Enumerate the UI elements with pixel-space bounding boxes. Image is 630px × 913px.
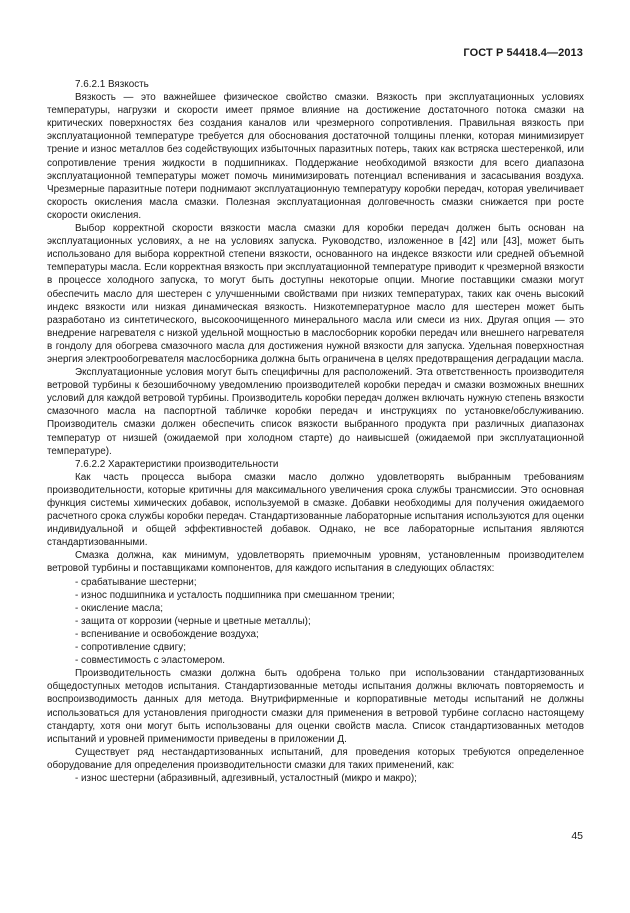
paragraph: Выбор корректной скорости вязкости масла смазки для коробки передач должен быть основан на эксплуатационных условиях, а не на условиях запуска. Руководство, изложенное в [42] или [43], может быть использовано для выбора корректной степени вязкости, основанного на индексе вязкости или средней объемной температуры масла. Если корректная вязкость при эксплуатационной температуре приводит к чрезмерной вязкости в процессе холодного запуска, то могут быть доступны некоторые опции. Многие поставщики смазки могут обеспечить масло для шестерен с улучшенными свойствами при низких температурах, таких как очень высокий индекс вязкости или низкая динамическая вязкость. Низкотемпературное масло для шестерен может быть разработано из синтетического, высокоочищенного минерального масла или смеси из них. Другая опция — это внедрение нагревателя с низкой удельной мощностью в маслосборник коробки передач или внешнего нагревателя в гондолу для обогрева смазочного масла для достижения нужной вязкости для запуска. Удельная поверхностная энергия электрообогревателя маслосборника должна быть ограничена в целях предотвращения деградации масла.	[47, 223, 584, 365]
list-item: - срабатывание шестерни;	[75, 576, 197, 588]
list-item: - износ шестерни (абразивный, адгезивный, усталостный (микро и макро);	[75, 772, 417, 784]
paragraph: Смазка должна, как минимум, удовлетворять приемочным уровням, установленным производителем ветровой турбины и поставщиками компонентов, для каждого испытания в следующих областях:	[47, 550, 584, 575]
paragraph: Эксплуатационные условия могут быть специфичны для расположений. Эта ответственность производителя ветровой турбины к безошибочному уведомлению производителей коробки передач и смазки возможных внешних условий для каждой ветровой турбины. Производитель коробки передач должен включать нужную степень вязкости смазочного масла на паспортной табличке коробки передач и инструкциях по установке/обслуживанию. Производитель смазки должен обеспечить список вязкости выбранного продукта при различных диапазонах температур от низшей (ожидаемой при холодном старте) до наивысшей (ожидаемой при эксплуатационной температуре).	[47, 367, 584, 457]
list-item: - окисление масла;	[75, 602, 163, 614]
paragraph: Существует ряд нестандартизованных испытаний, для проведения которых требуются определенное оборудование для определения производительности смазки для таких применений, как:	[47, 746, 584, 771]
document-id-header: ГОСТ Р 54418.4—2013	[463, 47, 583, 59]
paragraph: Как часть процесса выбора смазки масло должно удовлетворять выбранным требованиям производительности, которые критичны для максимального увеличения срока службы трансмиссии. Это основная функция системы химических добавок, используемой в смазке. Добавки необходимы для получения ожидаемого расчетного срока службы коробки передач. Стандартизованные лабораторные испытания используются для оценки индивидуальной и общей эффективностей добавок. Однако, не все лабораторные испытания являются стандартизованными.	[47, 471, 584, 549]
list-item: - совместимость с эластомером.	[75, 655, 225, 667]
list-item: - износ подшипника и усталость подшипника при смешанном трении;	[75, 589, 395, 601]
document-body	[47, 78, 584, 785]
requirements-list	[47, 576, 584, 668]
section-heading-viscosity: 7.6.2.1 Вязкость	[75, 79, 149, 90]
list-item: - вспенивание и освобождение воздуха;	[75, 628, 259, 640]
nonstandard-tests-list	[47, 772, 584, 785]
section-heading-performance: 7.6.2.2 Характеристики производительности	[75, 458, 279, 470]
paragraph: Производительность смазки должна быть одобрена только при использовании стандартизованных общедоступных методов испытания. Стандартизованные методы испытания должны включать повторяемость и воспроизводимость данных для метода. Внутрифирменные и корпоративные методы испытаний не должны использоваться для установления пригодности смазки для применения в ветровой турбине согласно настоящему стандарту, хотя они могут быть использованы для оценки свойств масла. Список стандартизованных методов испытаний и уровней применимости приведены в приложении Д.	[47, 668, 584, 745]
list-item: - сопротивление сдвигу;	[75, 642, 186, 654]
paragraph: Вязкость — это важнейшее физическое свойство смазки. Вязкость при эксплуатационных условиях температуры, нагрузки и скорости имеет прямое влияние на достижение достаточного потока смазки на критических поверхностях без создания каналов или чрезмерного сопротивления. Правильная вязкость при эксплуатационной температуре требуется для обоснования достаточной толщины пленки, которая минимизирует трение и износ металлов без содействующих избыточных паразитных потерь, таких как встряска шестеренкой, или сопротивление трения жидкости в подшипниках. Поддержание необходимой вязкости для всего диапазона эксплуатационной температуры может помочь минимизировать потенциал вспенивания и засасывания воздуха. Чрезмерные паразитные потери поднимают эксплуатационную температуру коробки передач, которая увеличивает скорость окисления масла смазки. Полезная эксплуатационная долговечность смазки снижается при росте скорости окисления.	[47, 92, 584, 221]
list-item: - защита от коррозии (черные и цветные металлы);	[75, 615, 311, 627]
page-number: 45	[571, 830, 583, 842]
